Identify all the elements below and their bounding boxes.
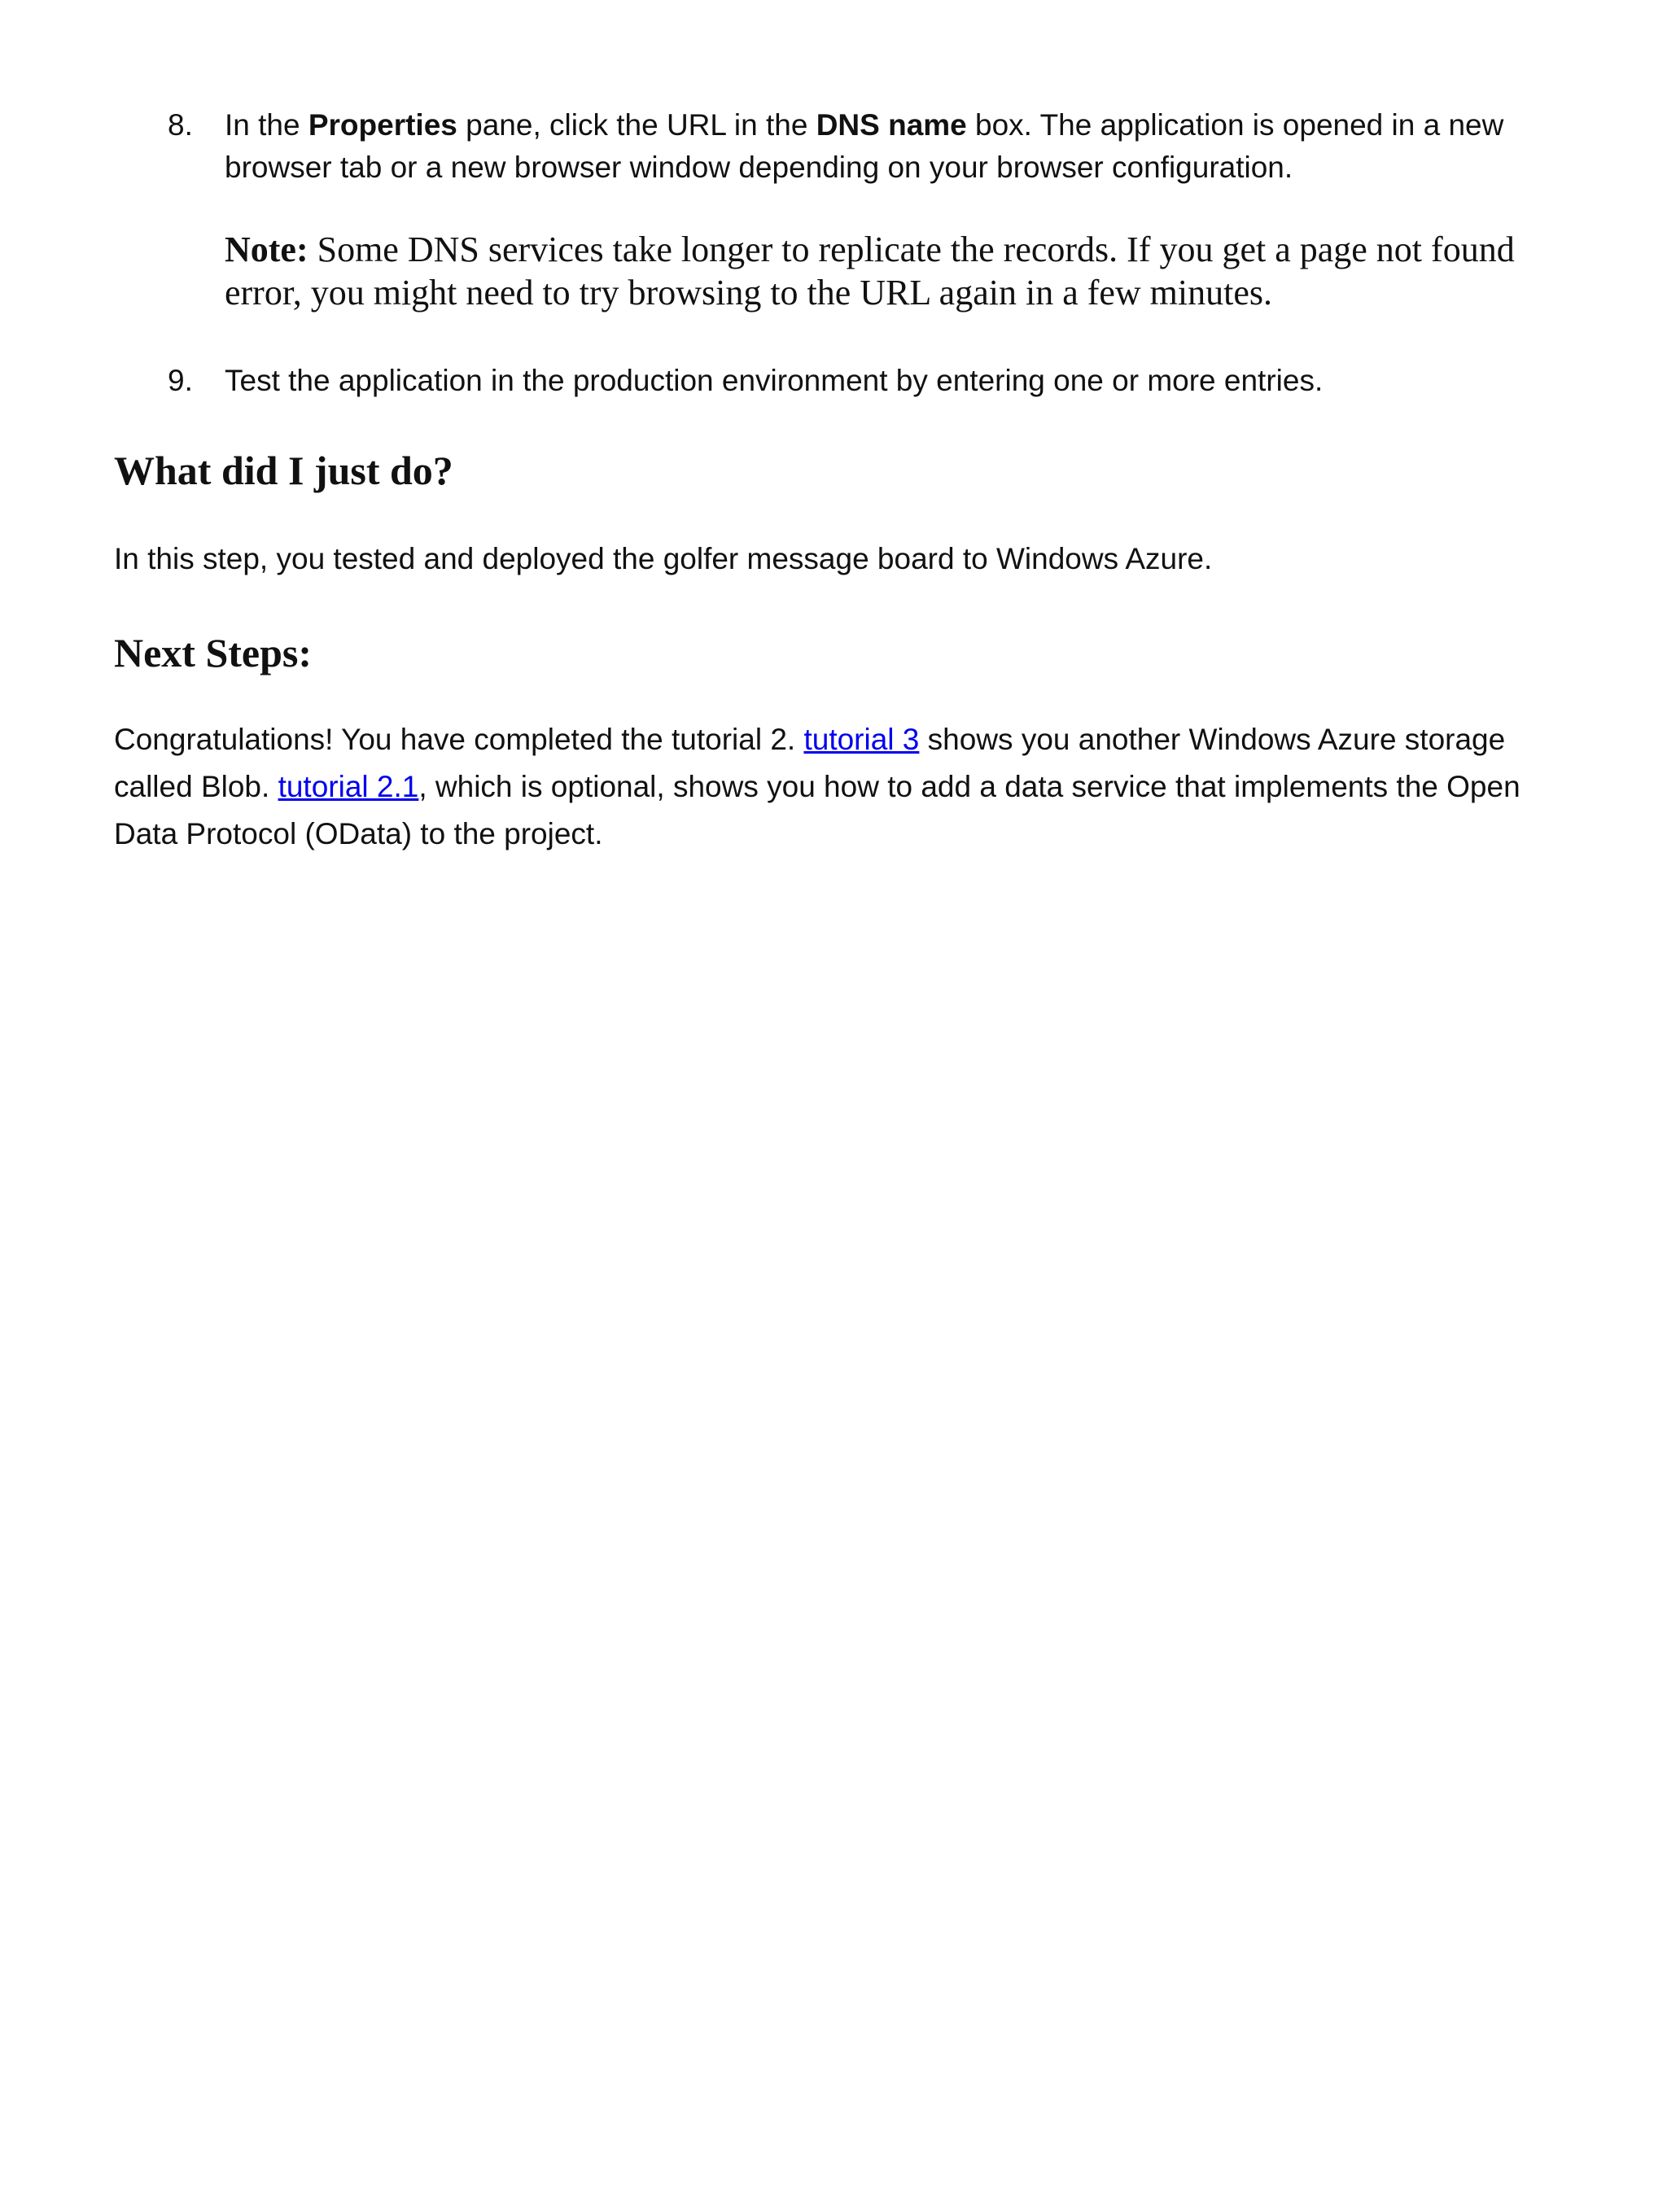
step-8-text-part: pane, click the URL in the (457, 108, 816, 142)
step-8-text-part: In the (225, 108, 308, 142)
step-8-text (225, 104, 1560, 189)
what-did-i-do-heading: What did I just do? (114, 448, 453, 493)
step-8-text-part: box. The application is opened in a new browser tab or a new browser window depending on your browser configuration. (225, 108, 1504, 184)
tutorial-2-1-link[interactable]: tutorial 2.1 (278, 770, 419, 803)
next-steps-text-part: Congratulations! You have completed the tutorial 2. (114, 723, 804, 756)
note-text: Some DNS services take longer to replicate the records. If you get a page not found error, you might need to try browsing to the URL again in a few minutes. (225, 230, 1515, 313)
step-9-number: 9. (168, 364, 193, 397)
note-label: Note: (225, 230, 308, 269)
properties-bold: Properties (308, 108, 457, 142)
step-8-number: 8. (168, 108, 193, 142)
next-steps-text-part: shows you another Windows Azure storage called Blob. (114, 723, 1506, 803)
dns-name-bold: DNS name (816, 108, 967, 142)
next-steps-heading: Next Steps: (114, 630, 313, 675)
tutorial-3-link[interactable]: tutorial 3 (803, 723, 920, 756)
next-steps-text (114, 716, 1571, 858)
note-block (225, 228, 1560, 314)
next-steps-text-part: , which is optional, shows you how to add a data service that implements the Open Data Protocol (OData) to the project. (114, 770, 1520, 850)
step-9-text: Test the application in the production environment by entering one or more entries. (225, 364, 1324, 397)
what-did-i-do-text: In this step, you tested and deployed the golfer message board to Windows Azure. (114, 542, 1213, 575)
